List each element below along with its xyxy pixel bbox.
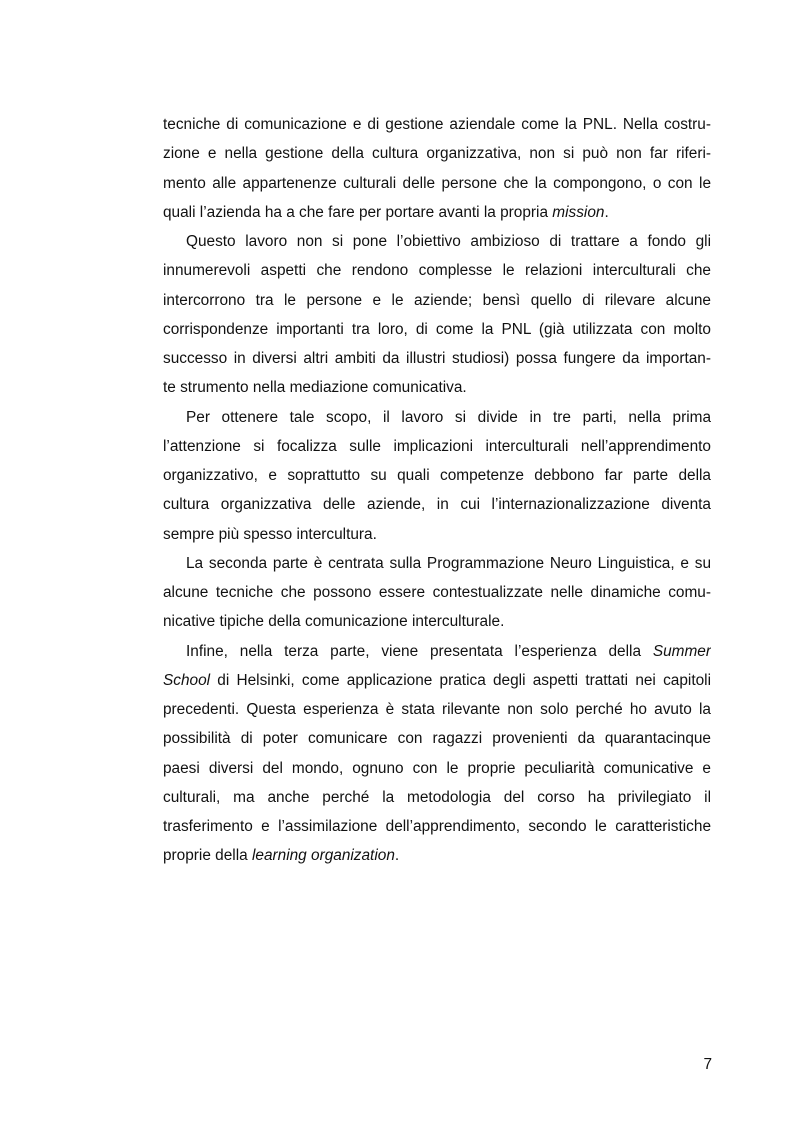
text-segment: innumerevoli aspetti che rendono complesse le relazioni interculturali che — [163, 262, 711, 280]
text-line — [163, 286, 711, 315]
text-line — [163, 637, 711, 666]
text-segment: corrispondenze importanti tra loro, di come la PNL (già utilizzata con molto — [163, 320, 711, 338]
text-line — [163, 520, 711, 549]
text-line — [163, 783, 711, 812]
text-line — [163, 607, 711, 636]
text-segment: precedenti. Questa esperienza è stata rilevante non solo perché ho avuto la — [163, 701, 711, 718]
text-line — [163, 344, 711, 373]
italic-term: Summer — [652, 642, 711, 660]
body-text — [163, 110, 711, 871]
text-line — [163, 198, 711, 227]
text-line — [163, 139, 711, 168]
italic-term: mission — [552, 203, 605, 221]
text-line — [163, 227, 711, 256]
text-line — [163, 666, 711, 695]
text-line — [163, 812, 711, 841]
italic-term: School — [163, 671, 211, 689]
text-line — [163, 578, 711, 607]
text-segment: nicative tipiche della comunicazione interculturale. — [163, 613, 505, 631]
text-line — [163, 490, 711, 519]
page-number: 7 — [703, 1056, 712, 1073]
text-segment: intercorrono tra le persone e le aziende; bensì quello di rilevare alcune — [163, 291, 711, 309]
text-segment: quali l’azienda ha a che fare per portare avanti la propria — [163, 203, 553, 221]
text-segment: organizzativo, e soprattutto su quali competenze debbono far parte della — [163, 467, 711, 484]
text-line — [163, 315, 711, 344]
text-line — [163, 373, 711, 402]
text-segment: di Helsinki, come applicazione pratica degli aspetti trattati nei capitoli — [210, 671, 711, 689]
text-segment: Questo lavoro non si pone l’obiettivo ambizioso di trattare a fondo gli — [186, 233, 711, 250]
text-line — [163, 754, 711, 783]
text-segment: mento alle appartenenze culturali delle persone che la compongono, o con le — [163, 174, 711, 192]
text-segment: Per ottenere tale scopo, il lavoro si divide in tre parti, nella prima — [186, 408, 711, 426]
text-segment: te strumento nella mediazione comunicativa. — [163, 379, 467, 397]
text-segment: culturali, ma anche perché la metodologia del corso ha privilegiato il — [163, 788, 711, 806]
text-segment: zione e nella gestione della cultura organizzativa, non si può non far riferi- — [163, 145, 711, 163]
text-line — [163, 403, 711, 432]
text-line — [163, 724, 711, 753]
text-line — [163, 841, 711, 870]
text-segment: La seconda parte è centrata sulla Programmazione Neuro Linguistica, e su — [186, 554, 711, 572]
text-segment: alcune tecniche che possono essere contestualizzate nelle dinamiche comu- — [163, 584, 711, 601]
text-line — [163, 110, 711, 139]
text-segment: cultura organizzativa delle aziende, in cui l’internazionalizzazione diventa — [163, 496, 711, 514]
italic-term: learning organization — [251, 847, 395, 865]
text-segment: Infine, nella terza parte, viene presentata l’esperienza della — [186, 642, 653, 660]
text-line — [163, 549, 711, 578]
text-segment: proprie della — [163, 847, 252, 865]
text-segment: . — [394, 847, 400, 865]
text-segment: l’attenzione si focalizza sulle implicazioni interculturali nell’apprendimento — [163, 437, 711, 455]
text-segment: sempre più spesso intercultura. — [163, 525, 377, 543]
text-segment: . — [604, 203, 609, 221]
text-segment: trasferimento e l’assimilazione dell’apprendimento, secondo le caratteristiche — [163, 818, 711, 835]
text-line — [163, 695, 711, 724]
text-line — [163, 169, 711, 198]
text-line — [163, 256, 711, 285]
text-segment: paesi diversi del mondo, ognuno con le proprie peculiarità comunicative e — [163, 759, 711, 777]
text-line — [163, 432, 711, 461]
text-line — [163, 461, 711, 490]
text-segment: successo in diversi altri ambiti da illustri studiosi) possa fungere da importan- — [163, 350, 711, 367]
text-segment: possibilità di poter comunicare con ragazzi provenienti da quarantacinque — [163, 730, 711, 748]
text-segment: tecniche di comunicazione e di gestione aziendale come la PNL. Nella costru- — [163, 116, 711, 133]
